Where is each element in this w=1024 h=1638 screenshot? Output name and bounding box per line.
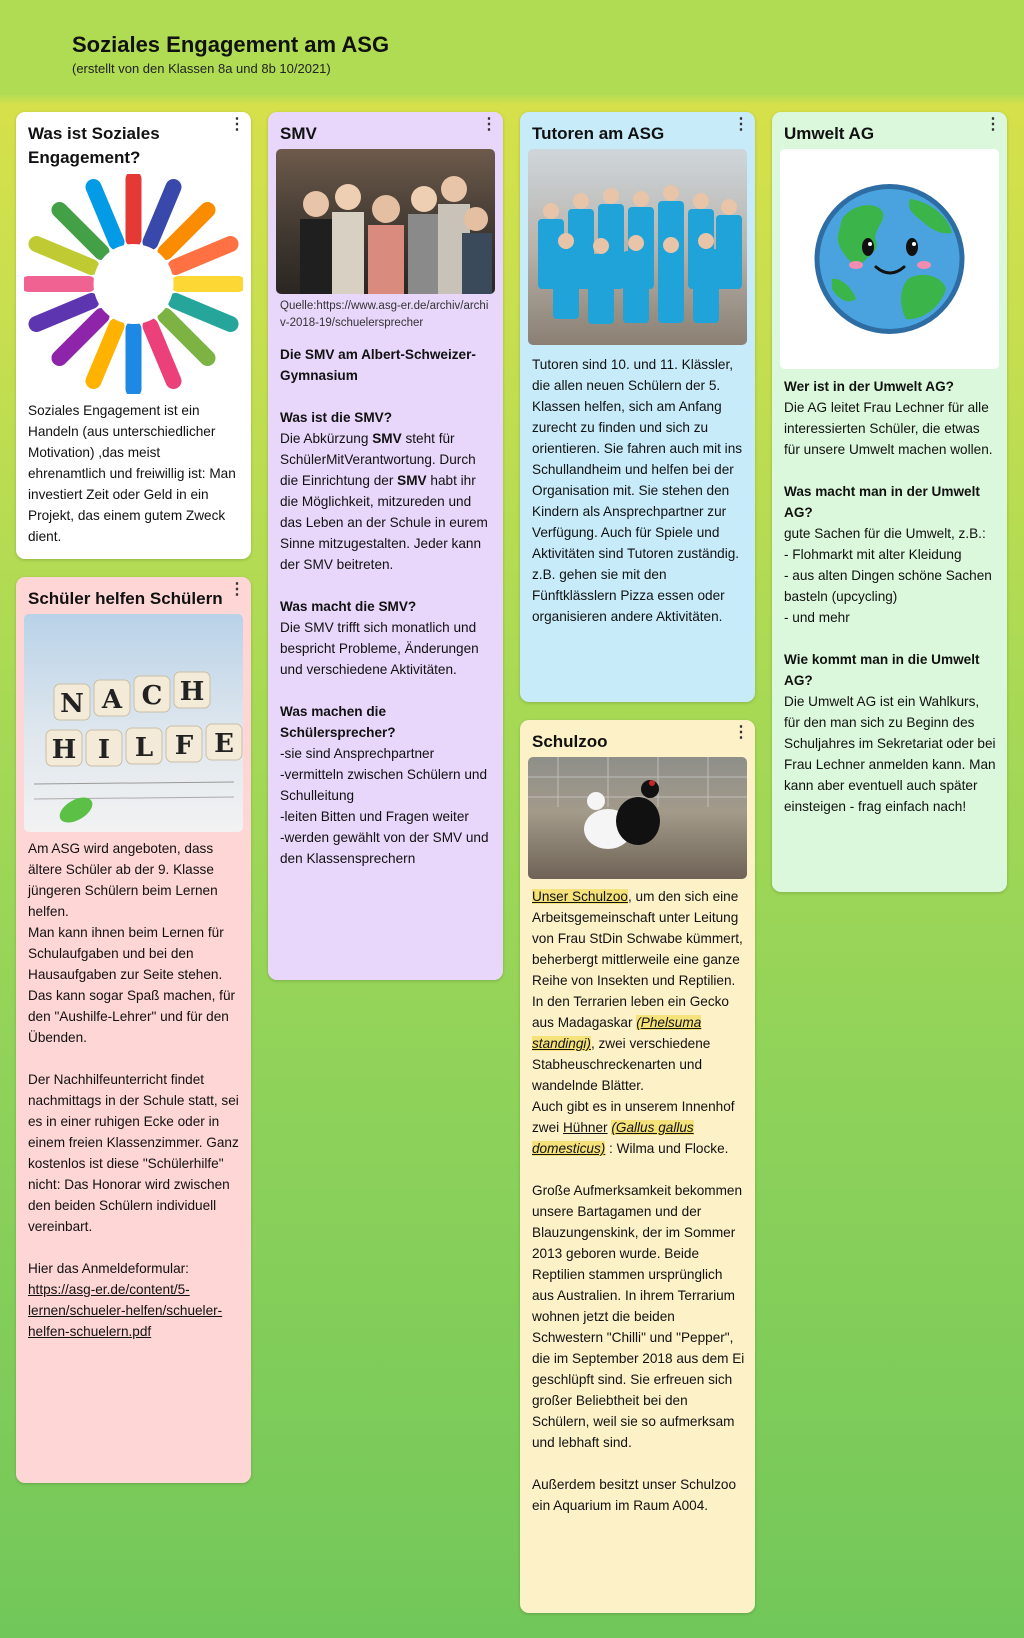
list-item: gute Sachen für die Umwelt, z.B.: (784, 526, 986, 541)
paragraph: Hier das Anmeldeformular: (28, 1261, 189, 1276)
paragraph: Der Nachhilfeunterricht findet nachmittags in der Schule statt, sei es in einer ruhigen Ecke oder in einem freien Klassenzimmer. Ganz kostenlos ist diese "Schülerhilfe" nicht: Das Honorar wird zwischen den beiden Schülern individuell vereinbart. (28, 1072, 239, 1234)
phelsuma-link[interactable]: (Phelsuma standingi) (532, 1015, 702, 1051)
list-item: -werden gewählt von der SMV und den Klassensprechern (280, 830, 489, 866)
card-body-text: Tutoren sind 10. und 11. Klässler, die allen neuen Schülern der 5. Klassen helfen, sich am Anfang zurecht zu finden und sich zu orientieren. Sie fahren auch mit ins Schullandheim und helfen bei der Organisation mit. Sie stehen den Kindern als Ansprechpartner zur Verfügung. Auch für Spiele und Aktivitäten sind Tutoren zuständig. z.B. gehen sie mit den Fünftklässlern Pizza essen oder organisieren andere Aktivitäten. (532, 357, 743, 624)
cube-letter: N (60, 689, 84, 719)
board-header (0, 0, 1024, 95)
nachhilfe-cubes-image[interactable] (24, 614, 243, 832)
section-heading: Die SMV am Albert-Schweizer-Gymnasium (280, 347, 476, 383)
image-source-caption: Quelle:https://www.asg-er.de/archiv/archiv-2018-19/schuelersprecher (280, 300, 489, 329)
hands-circle-image[interactable] (24, 174, 243, 394)
cube-letter: H (51, 735, 77, 765)
card-title: Schüler helfen Schülern (28, 589, 223, 608)
cube-letter: A (101, 685, 123, 715)
card-body-text (784, 376, 997, 817)
question-heading: Wer ist in der Umwelt AG? (784, 379, 954, 394)
cube-letter: L (134, 733, 154, 763)
more-options-icon[interactable]: ⋮ (733, 724, 749, 741)
huehner-link[interactable]: Hühner (562, 1120, 608, 1135)
paragraph: Auch gibt es in unserem Innenhof zwei Hühner (Gallus gallus domesticus) : Wilma und Flocke. (532, 1099, 735, 1156)
more-options-icon[interactable]: ⋮ (229, 581, 245, 598)
paragraph: Außerdem besitzt unser Schulzoo ein Aquarium im Raum A004. (532, 1477, 737, 1513)
paragraph: Die Abkürzung SMV steht für SchülerMitVerantwortung. Durch die Einrichtung der SMV habt ihr die Möglichkeit, mitzureden und das Leben an der Schule in eurem Sinne mitzugestalten. Jeder kann der SMV beitreten. (280, 431, 488, 572)
card-body-text (28, 838, 241, 1342)
list-item: -sie sind Ansprechpartner (280, 746, 435, 761)
more-options-icon[interactable]: ⋮ (985, 116, 1001, 133)
paragraph: Man kann ihnen beim Lernen für Schulaufgaben und bei den Hausaufgaben zur Seite stehen. Das kann sogar Spaß machen, für den "Aushilfe-Lehrer" und für den Übenden. (28, 925, 236, 1045)
question-heading: Was machen die Schülersprecher? (280, 704, 396, 740)
cube-letter: H (179, 677, 205, 707)
more-options-icon[interactable]: ⋮ (229, 116, 245, 133)
cube-letter: C (141, 681, 163, 711)
paragraph: Die SMV trifft sich monatlich und bespricht Probleme, Änderungen und verschiedene Aktivitäten. (280, 620, 479, 677)
list-item: - und mehr (784, 610, 850, 625)
list-item: - Flohmarkt mit alter Kleidung (784, 547, 962, 562)
card-body-text: Soziales Engagement ist ein Handeln (aus unterschiedlicher Motivation) ,das meist ehrenamtlich und freiwillig ist: Man investiert Zeit oder Geld in ein Projekt, das einem gutem Zweck dient. (28, 403, 236, 544)
cube-letter: I (97, 735, 111, 765)
card-body-text (280, 344, 493, 869)
anmeldeformular-link[interactable]: https://asg-er.de/content/5-lernen/schueler-helfen/schueler-helfen-schuelern.pdf (28, 1282, 223, 1339)
list-item: -leiten Bitten und Fragen weiter (280, 809, 469, 824)
question-heading: Was macht die SMV? (280, 599, 417, 614)
question-heading: Was macht man in der Umwelt AG? (784, 484, 980, 520)
schulzoo-link[interactable]: Unser Schulzoo (532, 889, 628, 904)
chickens-photo[interactable] (528, 757, 747, 879)
more-options-icon[interactable]: ⋮ (481, 116, 497, 133)
list-item: -vermitteln zwischen Schülern und Schulleitung (280, 767, 488, 803)
card-body-text (532, 886, 745, 1516)
card-schulzoo[interactable] (520, 720, 755, 1613)
card-title: Schulzoo (532, 732, 608, 751)
question-heading: Was ist die SMV? (280, 410, 393, 425)
smv-group-photo[interactable] (276, 149, 495, 294)
question-heading: Wie kommt man in die Umwelt AG? (784, 652, 980, 688)
card-schueler-helfen[interactable] (16, 577, 251, 1483)
more-options-icon[interactable]: ⋮ (733, 116, 749, 133)
paragraph: Am ASG wird angeboten, dass ältere Schüler ab der 9. Klasse jüngeren Schülern beim Lernen helfen. (28, 841, 218, 919)
board-title: Soziales Engagement am ASG (72, 32, 390, 57)
paragraph: Große Aufmerksamkeit bekommen unsere Bartagamen und der Blauzungenskink, der im Sommer 2013 geboren wurde. Beide Reptilien stammen ursprünglich aus Australien. In ihrem Terrarium wohnen jetzt die beiden Schwestern "Chilli" und "Pepper", die im September 2018 aus dem Ei geschlüpft sind. Sie erfreuen sich großer Beliebtheit bei den Schülern, weil sie so aufmerksam und lebhaft sind. (532, 1183, 745, 1450)
card-title: Was ist Soziales Engagement? (28, 124, 160, 167)
gallus-link[interactable]: (Gallus gallus domesticus) (532, 1120, 694, 1156)
paragraph: Die Umwelt AG ist ein Wahlkurs, für den man sich zu Beginn des Schuljahres im Sekretariat oder bei Frau Lechner anmelden kann. Man kann aber eventuell auch später einsteigen - frag einfach nach! (784, 694, 996, 814)
card-title: Umwelt AG (784, 124, 875, 143)
card-smv[interactable] (268, 112, 503, 980)
list-item: - aus alten Dingen schöne Sachen basteln (upcycling) (784, 568, 992, 604)
paragraph: Die AG leitet Frau Lechner für alle interessierten Schüler, die etwas für unsere Umwelt machen wollen. (784, 400, 993, 457)
card-title: SMV (280, 124, 317, 143)
tutoren-group-photo[interactable] (528, 149, 747, 345)
cube-letter: F (174, 731, 194, 761)
smiling-earth-image[interactable] (780, 149, 999, 369)
card-title: Tutoren am ASG (532, 124, 665, 143)
paragraph: Unser Schulzoo, um den sich eine Arbeitsgemeinschaft unter Leitung von Frau StDin Schwabe kümmert, beherbergt mittlerweile eine ganze Reihe von Insekten und Reptilien. In den Terrarien leben ein Gecko aus Madagaskar (Phelsuma standingi), zwei verschiedene Stabheuschreckenarten und wandelnde Blätter. (532, 889, 743, 1093)
card-tutoren[interactable] (520, 112, 755, 702)
cube-letter: E (214, 729, 234, 759)
card-soziales-engagement[interactable] (16, 112, 251, 559)
card-umwelt-ag[interactable] (772, 112, 1007, 892)
board-subtitle: (erstellt von den Klassen 8a und 8b 10/2021) (72, 61, 331, 76)
